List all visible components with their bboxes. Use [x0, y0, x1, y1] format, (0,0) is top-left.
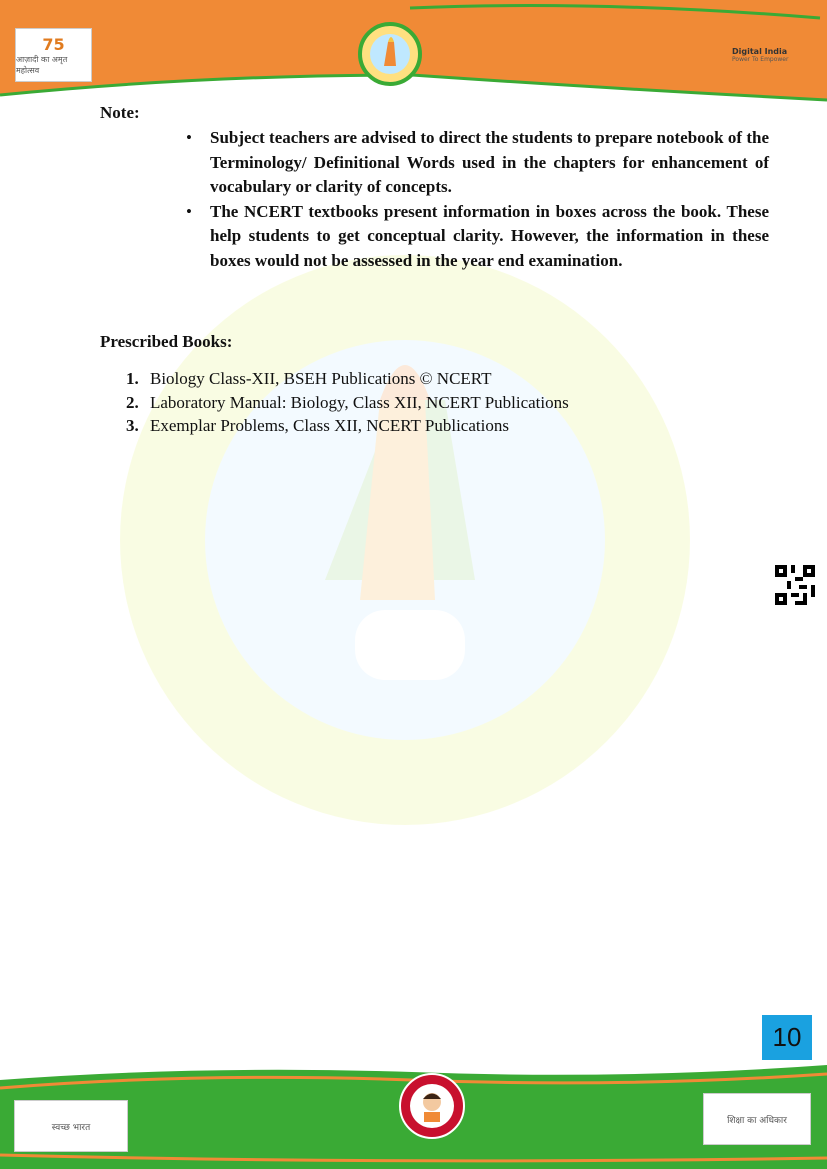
bseh-emblem [358, 22, 422, 86]
note-heading: Note: [100, 103, 140, 122]
swachh-bharat-logo: स्वच्छ भारत [14, 1100, 128, 1152]
prescribed-books-list [126, 367, 569, 438]
note-bullet-1: • Subject teachers are advised to direct the students to prepare notebook of the Terminology/ Definitional Words used in the chapters for enhancement of vocabulary or clarity of concepts. [186, 128, 769, 196]
prescribed-books-heading: Prescribed Books: [100, 332, 233, 351]
book-item-3: 3. Exemplar Problems, Class XII, NCERT Publications [126, 416, 509, 435]
qr-code-icon[interactable] [775, 565, 815, 605]
bullet-dot-icon: • [186, 201, 192, 221]
note-bullet-2: • The NCERT textbooks present information in boxes across the book. These help students to get conceptual clarity. However, the information in these boxes would not be assessed in the year end examination. [186, 201, 769, 270]
book-item-2: 2. Laboratory Manual: Biology, Class XII, NCERT Publications [126, 392, 569, 412]
shiksha-ka-adhikar-logo: शिक्षा का अधिकार [703, 1093, 811, 1145]
book-item-1: 1. Biology Class-XII, BSEH Publications © NCERT [126, 369, 492, 388]
bullet-dot-icon: • [186, 128, 192, 147]
digital-india-logo: Digital India Power To Empower [732, 47, 789, 63]
beti-bachao-emblem [398, 1072, 466, 1140]
page-number: 10 [762, 1015, 812, 1060]
note-bullet-list [186, 126, 769, 273]
azadi-amrit-mahotsav-logo: 75 आज़ादी का अमृत महोत्सव [15, 28, 92, 82]
